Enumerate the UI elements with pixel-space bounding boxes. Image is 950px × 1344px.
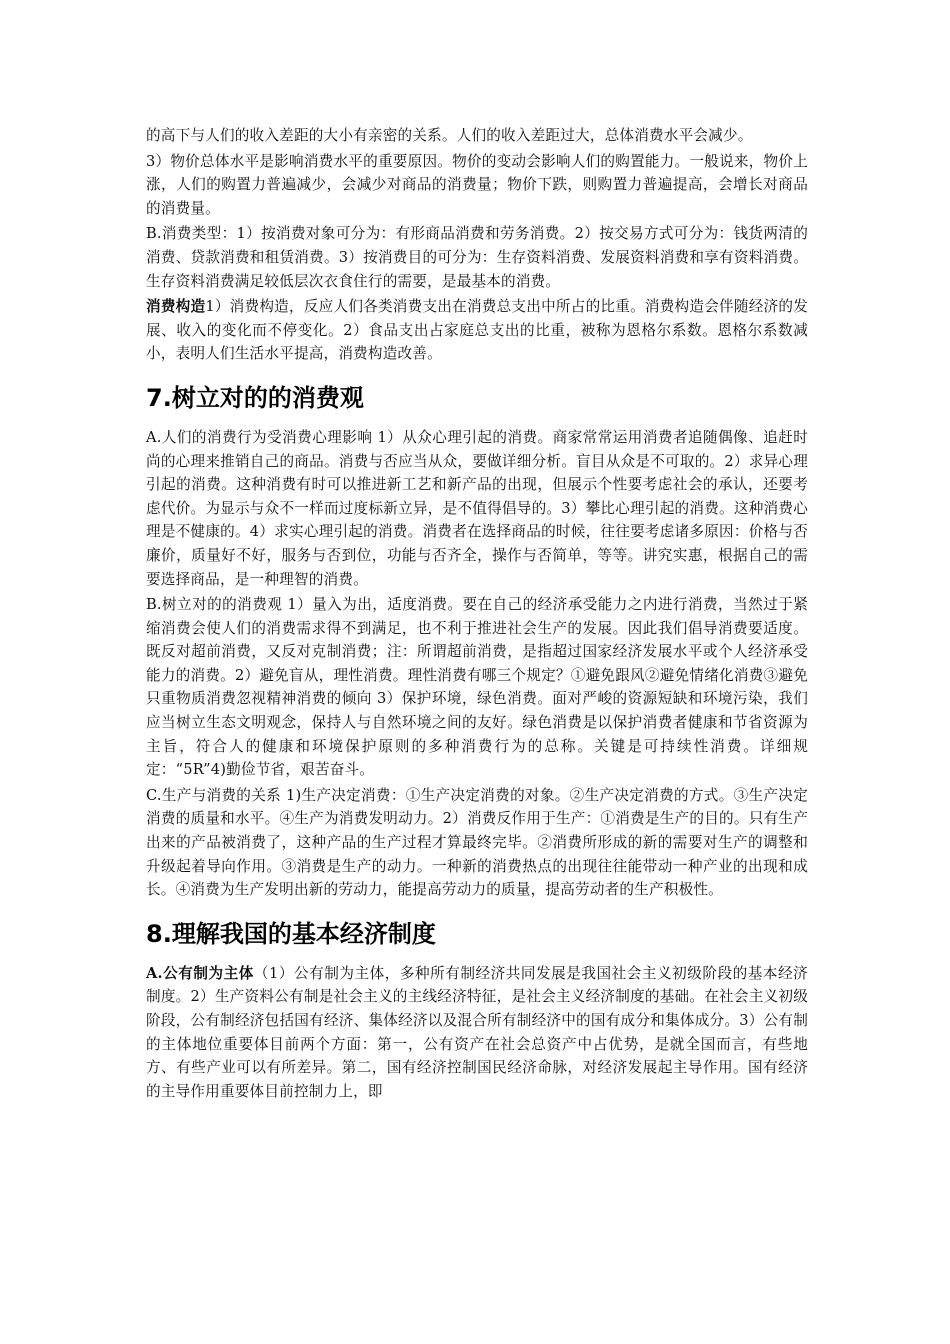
paragraph-lead: A.公有制为主体 <box>146 964 254 982</box>
paragraph-lead: 消费构造 <box>146 298 206 316</box>
document-page <box>146 124 808 1105</box>
paragraph-income-gap: 的高下与人们的收入差距的大小有亲密的关系。人们的收入差距过大，总体消费水平会减少。 <box>146 127 753 144</box>
paragraph-8a <box>146 962 808 1104</box>
paragraph-text: 1）消费构造，反应人们各类消费支出在消费总支出中所占的比重。消费构造会伴随经济的发展、收入的变化而不停变化。2）食品支出占家庭总支出的比重，被称为恩格尔系数。恩格尔系数减小，表明人们生活水平提高，消费构造改善。 <box>146 298 808 363</box>
paragraph-7c: C.生产与消费的关系 1)生产决定消费：①生产决定消费的对象。②生产决定消费的方式。③生产决定消费的质量和水平。④生产为消费发明动力。2）消费反作用于生产：①消费是生产的目的。只有生产出来的产品被消费了，这种产品的生产过程才算最终完毕。②消费所形成的新的需要对生产的调整和升级起着导向作用。③消费是生产的动力。一种新的消费热点的出现往往能带动一种产业的出现和成长。④消费为生产发明出新的劳动力，能提高劳动力的质量，提高劳动者的生产积极性。 <box>146 786 808 899</box>
section-7-heading: 7.树立对的的消费观 <box>146 383 364 412</box>
paragraph-7b: B.树立对的的消费观 1）量入为出，适度消费。要在自己的经济承受能力之内进行消费，当然过于紧缩消费会使人们的消费需求得不到满足，也不利于推进社会生产的发展。因此我们倡导消费要适度。既反对超前消费，又反对克制消费；注：所谓超前消费，是指超过国家经济发展水平或个人经济承受能力的消费。2）避免盲从，理性消费。理性消费有哪三个规定？①避免跟风②避免情绪化消费③避免只重物质消费忽视精神消费的倾向 3）保护环境，绿色消费。面对严峻的资源短缺和环境污染，我们应当树立生态文明观念，保持人与自然环境之间的友好。绿色消费是以保护消费者健康和节省资源为主旨，符合人的健康和环境保护原则的多种消费行为的总称。关键是可持续性消费。详细规定：“5R”4)勤俭节省，艰苦奋斗。 <box>146 596 808 779</box>
paragraph-price-level: 3）物价总体水平是影响消费水平的重要原因。物价的变动会影响人们的购置能力。一般说来，物价上涨，人们的购置力普遍减少，会减少对商品的消费量；物价下跌，则购置力普遍提高，会增长对商品的消费量。 <box>146 152 808 217</box>
paragraph-text: （1）公有制为主体，多种所有制经济共同发展是我国社会主义初级阶段的基本经济制度。2）生产资料公有制是社会主义的主线经济特征，是社会主义经济制度的基础。在社会主义初级阶段，公有制经济包括国有经济、集体经济以及混合所有制经济中的国有成分和集体成分。3）公有制的主体地位重要体目前两个方面：第一，公有资产在社会总资产中占优势，是就全国而言，有些地方、有些产业可以有所差异。第二，国有经济控制国民经济命脉，对经济发展起主导作用。国有经济的主导作用重要体目前控制力上，即 <box>146 964 808 1100</box>
paragraph-consumption-structure <box>146 295 808 366</box>
paragraph-7a: A.人们的消费行为受消费心理影响 1）从众心理引起的消费。商家常常运用消费者追随偶像、追赶时尚的心理来推销自己的商品。消费与否应当从众，要做详细分析。盲目从众是不可取的。2）求异心理引起的消费。这种消费有时可以推进新工艺和新产品的出现，但展示个性要考虑社会的承认，还要考虑代价。为显示与众不一样而过度标新立异，是不值得倡导的。3）攀比心理引起的消费。这种消费心理是不健康的。4）求实心理引起的消费。消费者在选择商品的时候，往往要考虑诸多原因：价格与否廉价，质量好不好，服务与否到位，功能与否齐全，操作与否简单，等等。讲究实惠，根据自己的需要选择商品，是一种理智的消费。 <box>146 428 808 588</box>
section-8-heading: 8.理解我国的基本经济制度 <box>146 919 436 948</box>
paragraph-consumption-types: B.消费类型：1）按消费对象可分为：有形商品消费和劳务消费。2）按交易方式可分为：钱货两清的消费、贷款消费和租赁消费。3）按消费目的可分为：生存资料消费、发展资料消费和享有资料消费。生存资料消费满足较低层次衣食住行的需要，是最基本的消费。 <box>146 225 808 290</box>
